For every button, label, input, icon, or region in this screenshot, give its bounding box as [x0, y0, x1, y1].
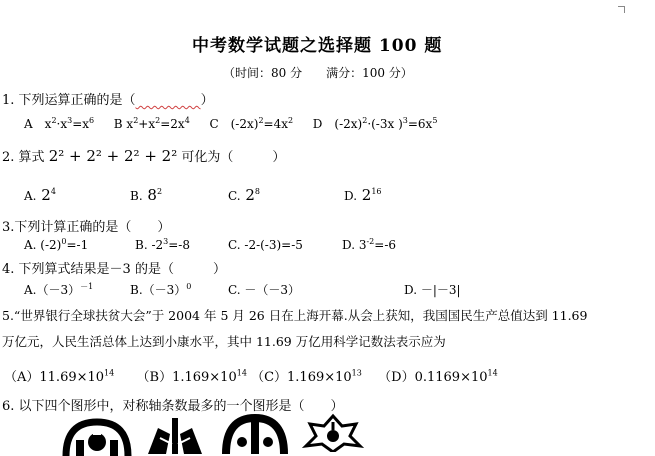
question-1-options [24, 115, 437, 132]
question-2-stem: 2. 算式 2² + 2² + 2² + 2² 可化为（ ） [2, 147, 286, 165]
option-2b: B. $8^2$ [130, 186, 163, 204]
question-1-close: ） [200, 93, 214, 108]
question-1-text: 1. 下列运算正确的是（ [2, 93, 136, 108]
option-3b: B. $-2^3=-8$ [135, 237, 190, 252]
option-4b: $B.(-3)^0$ [130, 282, 192, 297]
question-2-expression: 2² + 2² + 2² + 2² [48, 147, 178, 165]
page-title: 中考数学试题之选择题 100 题 [192, 36, 443, 56]
figure-b [140, 414, 210, 454]
figure-a [62, 416, 132, 456]
question-5-line-1: 5.“世界银行全球扶贫大会”于 2004 年 5 月 26 日在上海开幕.从会上获知，我国国民生产总值达到 11.69 [2, 308, 588, 323]
option-4d: D. －|－3| [404, 283, 461, 297]
figure-c [220, 414, 290, 454]
question-1-blank [136, 93, 201, 108]
question-5-options [4, 366, 498, 385]
option-5c: $(C)1.169\times 10^{13}$ [251, 368, 362, 385]
question-3-stem: 3.下列计算正确的是（ ） [2, 220, 171, 235]
option-3a: A. $(-2)^0=-1$ [24, 237, 89, 252]
option-1a: A $x^2\cdot x^3=x^6$ [24, 116, 95, 131]
option-4c: C. －（－3） [228, 283, 301, 297]
option-5b: $(B)1.169\times 10^{14}$ [136, 368, 247, 385]
option-5d: $(D)0.1169\times 10^{14}$ [378, 368, 498, 385]
option-3c: C. -2-(-3)=-5 [228, 238, 303, 252]
option-4a: $A.(-3)^{-1}$ [24, 282, 94, 297]
option-3d: D. $3^{-2}=-6$ [342, 237, 397, 252]
option-2d: D. $2^{16}$ [344, 186, 382, 204]
option-1d: D $(-2x)^2\cdot(-3x$ )$^3=6x^5$ [312, 116, 438, 131]
question-1-stem [2, 89, 214, 108]
figure-d [298, 412, 368, 452]
question-6-stem: 6. 以下四个图形中，对称轴条数最多的一个图形是（ ） [2, 399, 344, 414]
option-1b: B $x^2+x^2=2x^4$ [113, 116, 190, 131]
option-1c: C $(-2x)^2=4x^2$ [209, 116, 294, 131]
exam-info: （时间：80 分 满分：100 分） [223, 66, 413, 80]
option-5a: $(A)11.69\times 10^{14}$ [4, 368, 115, 385]
page-corner-mark [618, 6, 625, 13]
question-5-line-2: 万亿元，人民生活总体上达到小康水平，其中 11.69 万亿用科学记数法表示应为 [2, 334, 446, 349]
question-4-stem: 4. 下列算式结果是－3 的是（ ） [2, 262, 226, 277]
option-2c: C. $2^8$ [228, 186, 260, 204]
option-2a: A. $2^4$ [24, 186, 56, 204]
